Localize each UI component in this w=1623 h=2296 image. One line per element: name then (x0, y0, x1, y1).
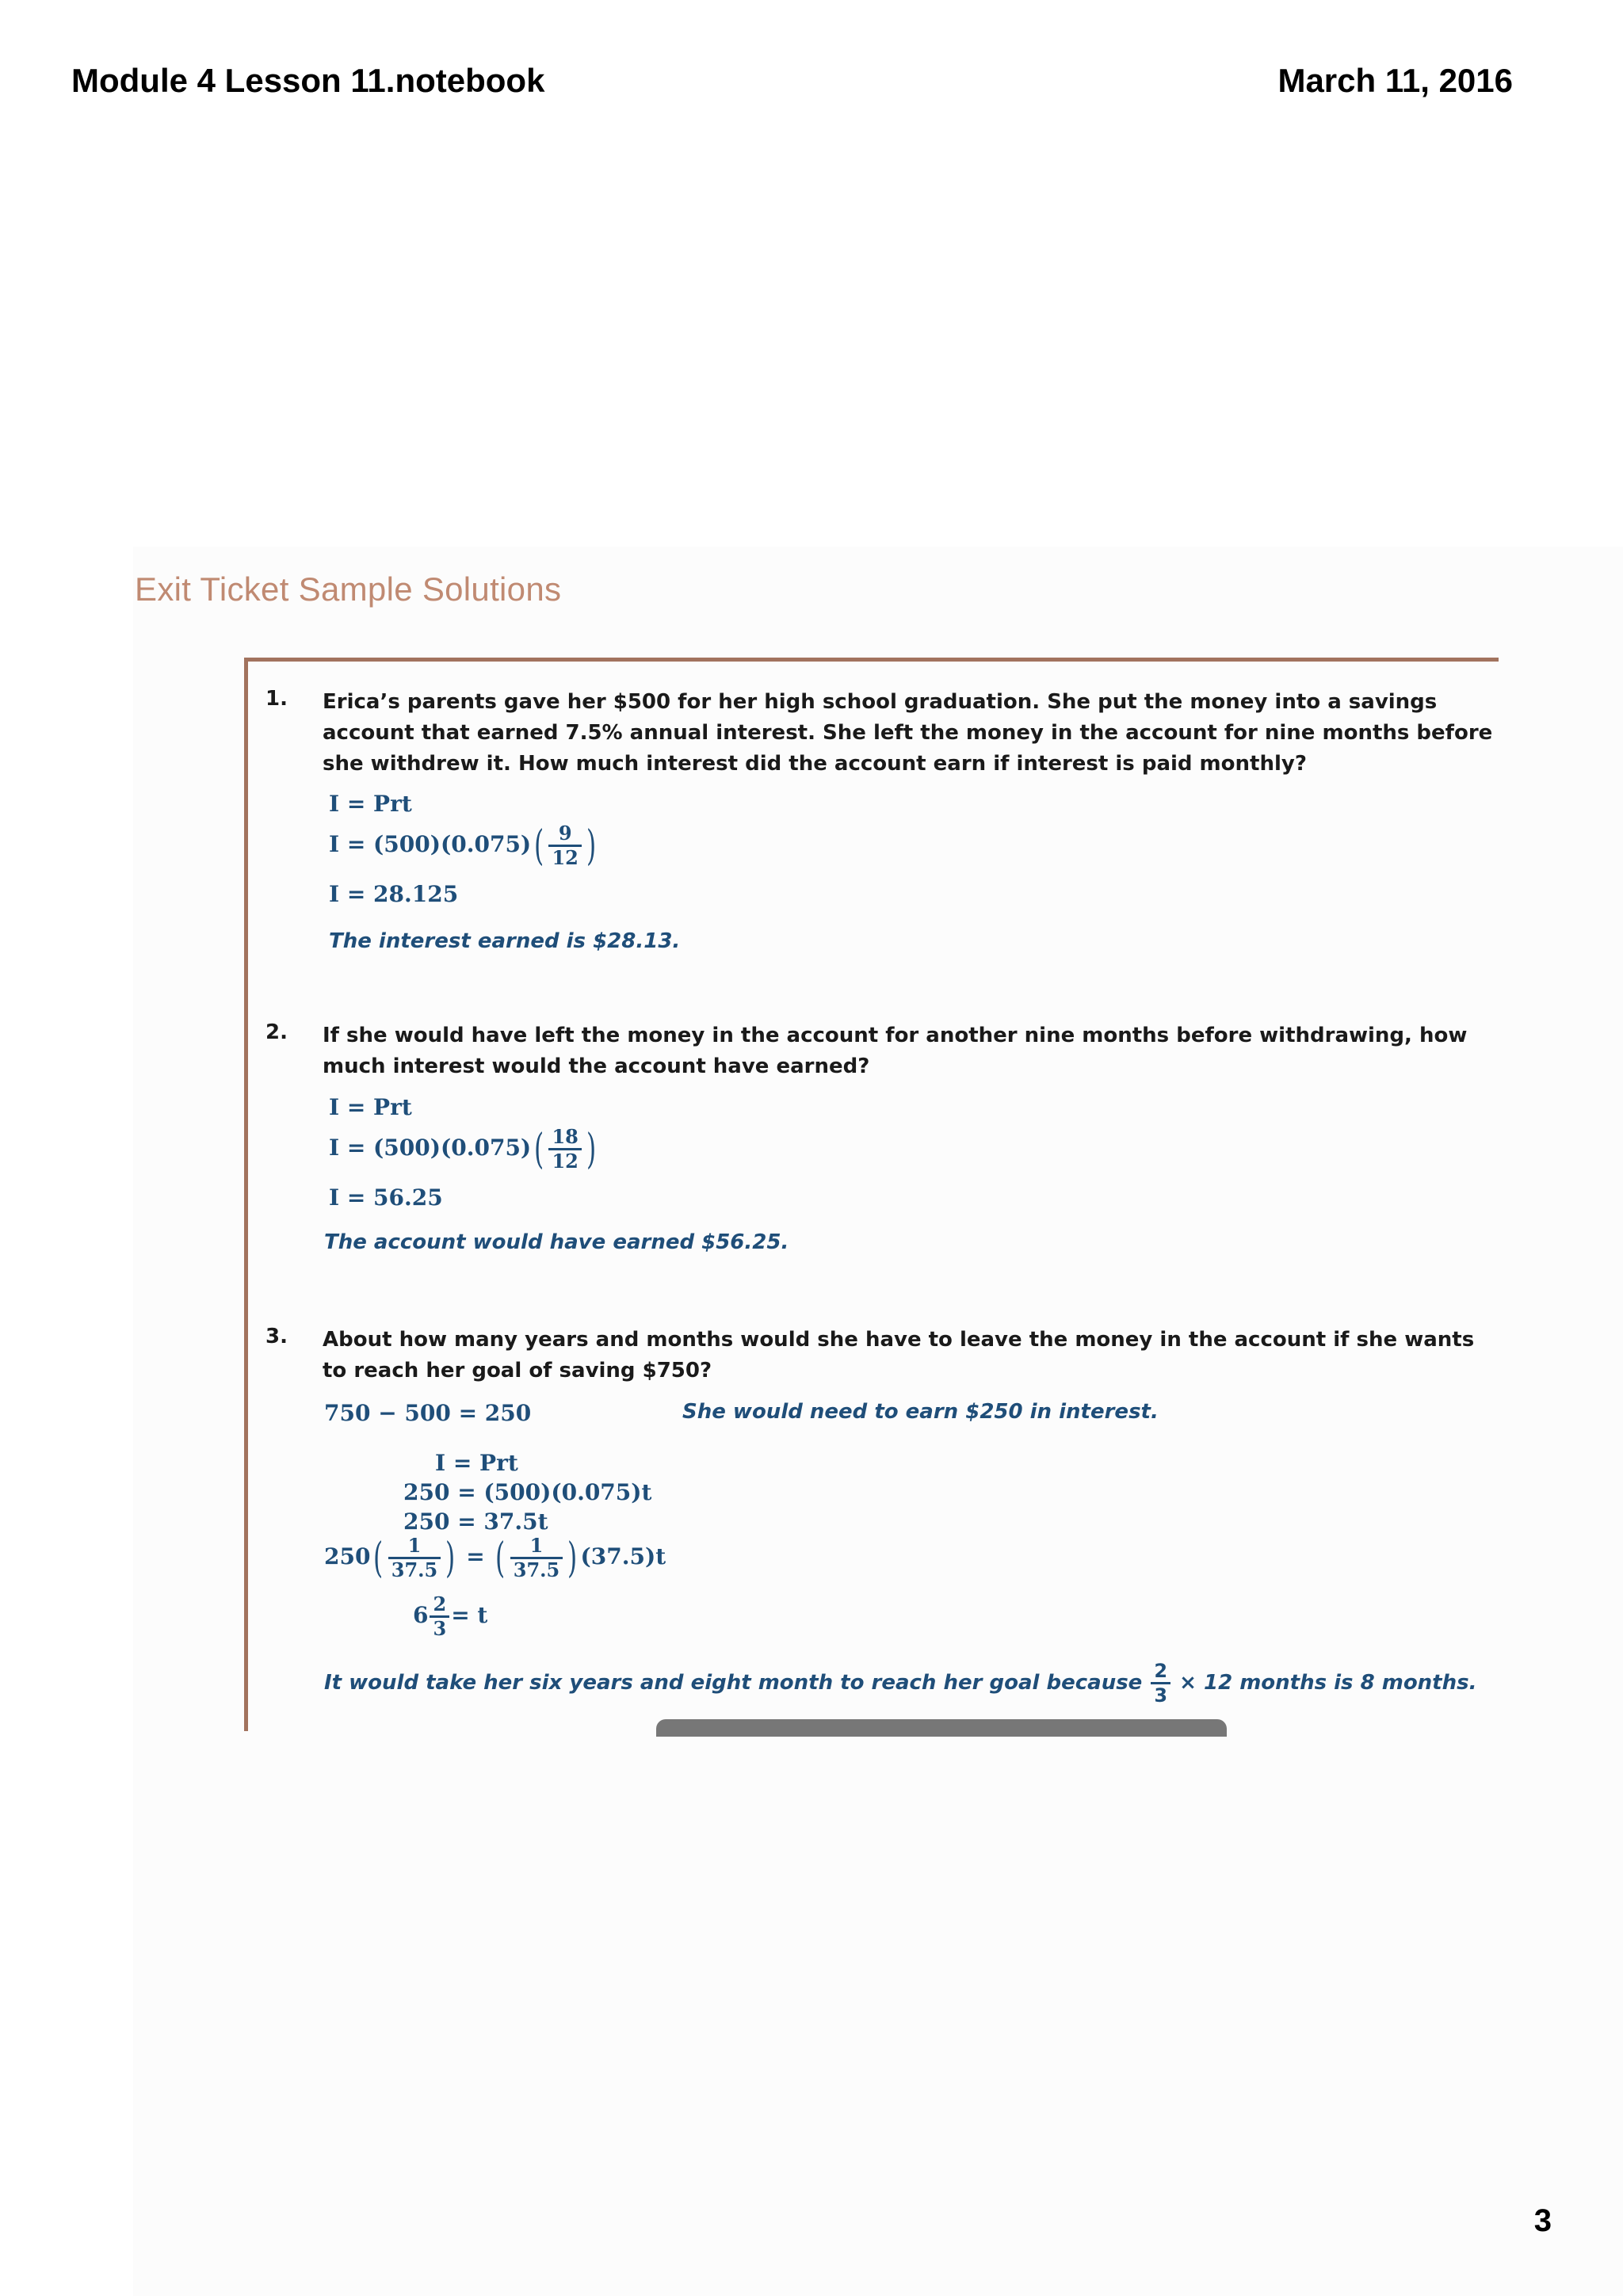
fraction (430, 1592, 449, 1640)
difference-line: 750 − 500 = 250 (324, 1400, 532, 1426)
document-title: Module 4 Lesson 11.notebook (71, 62, 545, 99)
question-number: 3. (265, 1325, 288, 1348)
formula-line: I = Prt (435, 1450, 518, 1476)
multiply-both-sides-line: 250( $\frac{1}{37.5}$ ) = ( $\frac{1}{37.5}$ ) (37.5)t (324, 1534, 666, 1582)
fraction (548, 824, 581, 868)
question-text: About how many years and months would she have to leave the money in the account if she wants to reach her goal of saving $750? (323, 1328, 1475, 1383)
formula-line: I = Prt (329, 791, 412, 817)
answer-line (324, 1661, 1476, 1705)
equation-line: 250 = (500)(0.075)t (403, 1479, 652, 1505)
document-date: March 11, 2016 (1277, 62, 1513, 99)
fraction-numerator: 2 (1154, 1660, 1168, 1682)
fraction-denominator: 3 (430, 1615, 449, 1638)
formula-line: I = Prt (329, 1094, 412, 1120)
fraction-denominator: 37.5 (388, 1557, 441, 1580)
scrollbar-thumb[interactable] (656, 1719, 1227, 1737)
equation-line: 250 = 37.5t (403, 1508, 548, 1535)
fraction (510, 1536, 563, 1580)
answer-prefix: It would take her six years and eight month to reach her goal because (324, 1671, 1143, 1695)
interest-note: She would need to earn $250 in interest. (682, 1400, 1159, 1424)
answer-line: The interest earned is $28.13. (329, 929, 681, 953)
page-number: 3 (1533, 2203, 1552, 2238)
fraction (388, 1536, 441, 1580)
whole-number: 6 (413, 1602, 429, 1628)
fraction-numerator: 18 (552, 1125, 579, 1148)
solutions-box (244, 658, 1499, 1731)
question-text: If she would have left the money in the account for another nine months before withdrawing, how much interest would the account have earned? (323, 1024, 1468, 1078)
fraction-denominator: 12 (548, 845, 581, 868)
substitution-prefix: I = (500)(0.075) (329, 831, 532, 857)
result-line: I = 28.125 (329, 881, 459, 907)
question-text: Erica’s parents gave her $500 for her high school graduation. She put the money into a savings account that earned 7.5% annual interest. She left the money in the account for nine months before she withdrew it. How much interest did the account earn if interest is paid monthly? (323, 690, 1493, 776)
answer-suffix: × 12 months is 8 months. (1179, 1671, 1477, 1695)
fraction (548, 1127, 581, 1171)
solution-variable: = t (451, 1602, 488, 1628)
fraction-numerator: 9 (558, 822, 572, 845)
substitution-line: I = (500)(0.075)( $\frac{9}{12}$ ) (329, 822, 597, 870)
question-number: 2. (265, 1020, 288, 1044)
fraction-denominator: 3 (1151, 1682, 1170, 1705)
fraction-numerator: 2 (433, 1592, 447, 1615)
substitution-line: I = (500)(0.075)( $\frac{18}{12}$ ) (329, 1125, 597, 1173)
substitution-prefix: I = (500)(0.075) (329, 1135, 532, 1161)
result-line: I = 56.25 (329, 1184, 443, 1211)
fraction-numerator: 1 (407, 1534, 422, 1557)
equals-sign: = (466, 1543, 485, 1569)
coefficient: 250 (324, 1543, 371, 1569)
solution-line (413, 1592, 488, 1640)
fraction-denominator: 12 (548, 1148, 581, 1171)
question-number: 1. (265, 687, 288, 711)
answer-line: The account would have earned $56.25. (324, 1230, 789, 1254)
section-heading: Exit Ticket Sample Solutions (135, 570, 562, 608)
fraction-numerator: 1 (529, 1534, 544, 1557)
fraction (1151, 1661, 1170, 1705)
right-side: (37.5)t (580, 1543, 666, 1569)
fraction-denominator: 37.5 (510, 1557, 563, 1580)
